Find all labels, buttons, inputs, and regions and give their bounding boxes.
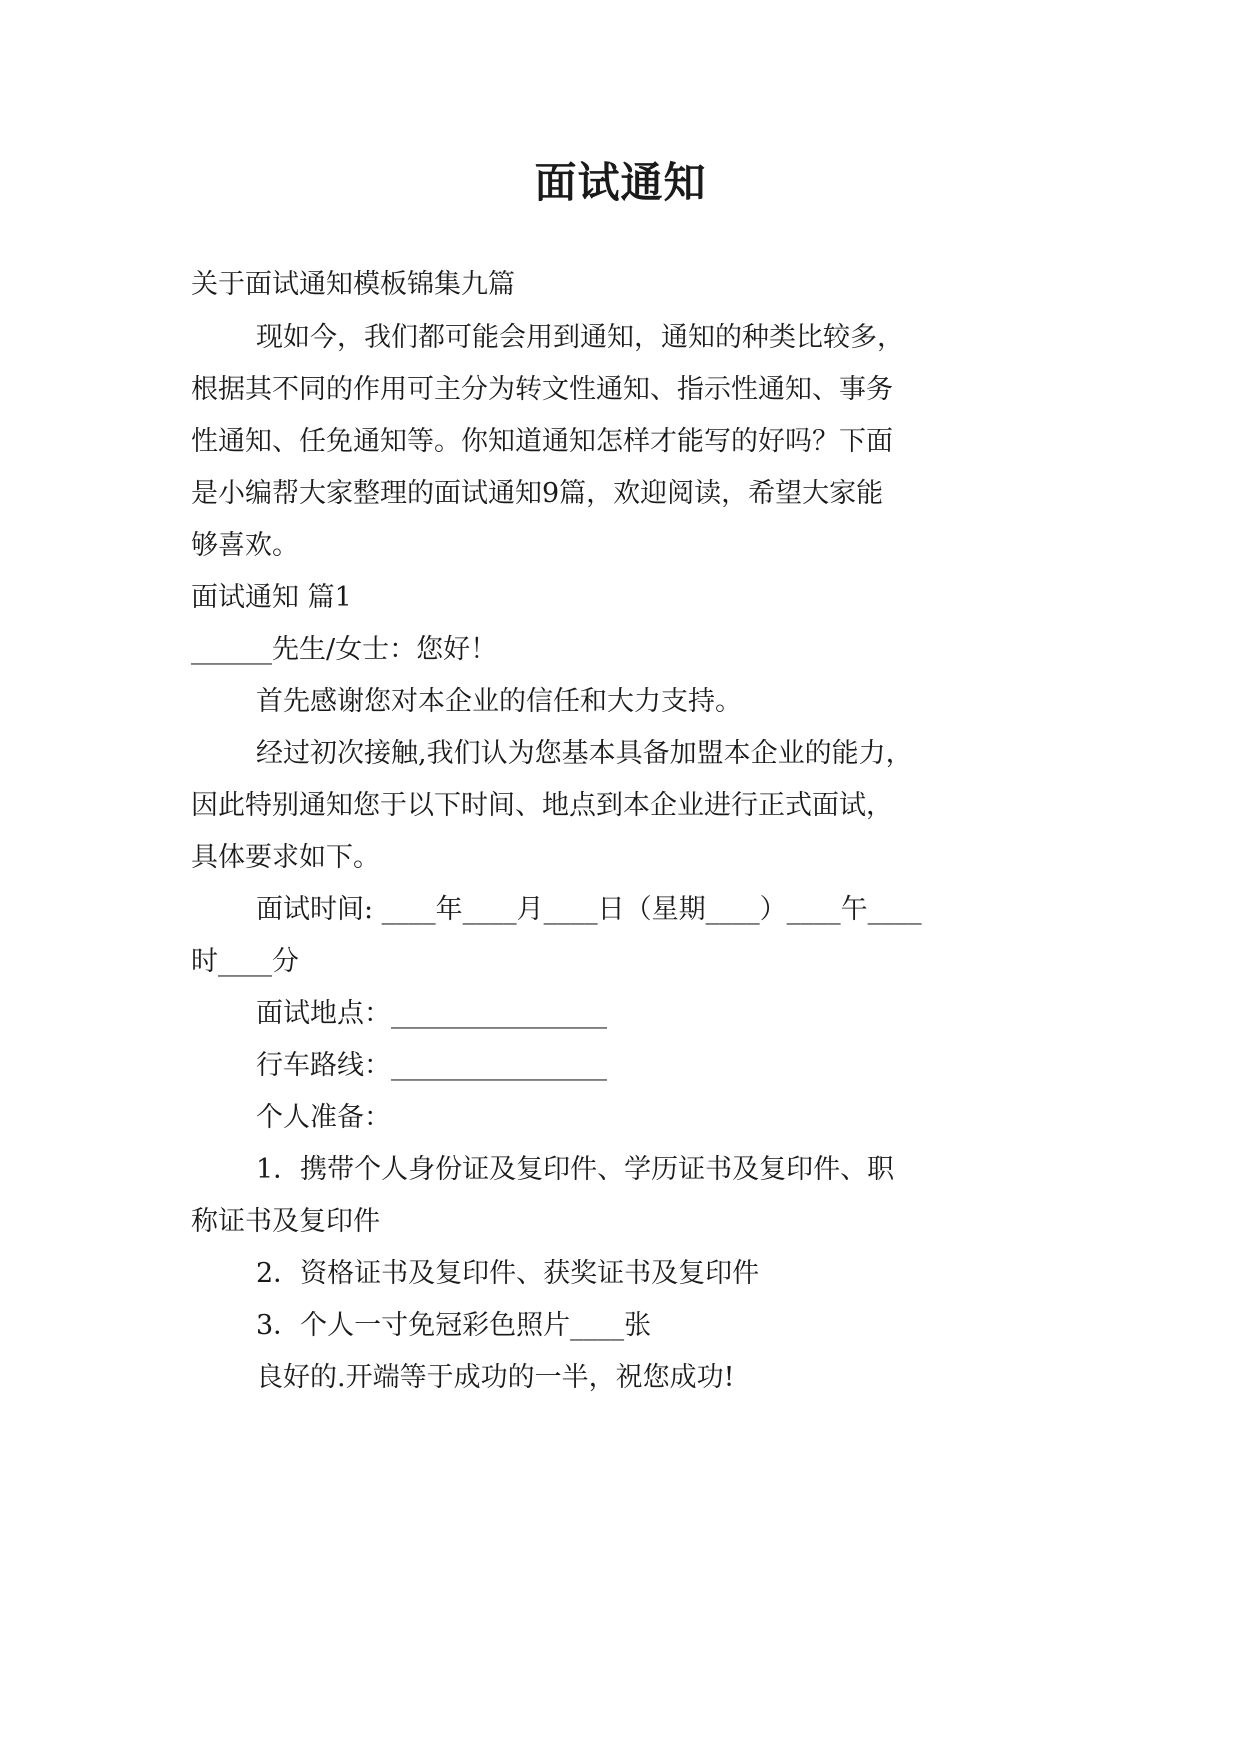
prep-item: 称证书及复印件	[191, 1206, 380, 1237]
document-subtitle: 关于面试通知模板锦集九篇	[191, 269, 515, 300]
intro-line: 现如今，我们都可能会用到通知，通知的种类比较多，	[256, 322, 904, 353]
intro-line: 够喜欢。	[191, 530, 299, 561]
salutation: ______先生/女士：您好！	[191, 634, 498, 665]
prep-item: 2．资格证书及复印件、获奖证书及复印件	[256, 1258, 760, 1289]
closing-line: 良好的.开端等于成功的一半，祝您成功!	[256, 1362, 735, 1393]
thanks-paragraph: 首先感谢您对本企业的信任和大力支持。	[256, 686, 742, 717]
prep-item: 3．个人一寸免冠彩色照片____张	[256, 1310, 652, 1341]
interview-place: 面试地点：________________	[256, 998, 607, 1029]
intro-line: 性通知、任免通知等。你知道通知怎样才能写的好吗？下面	[191, 426, 893, 457]
intro-line: 是小编帮大家整理的面试通知9篇，欢迎阅读，希望大家能	[191, 478, 884, 509]
prep-heading: 个人准备：	[256, 1102, 391, 1133]
body-line: 经过初次接触,我们认为您基本具备加盟本企业的能力，	[256, 738, 913, 769]
prep-item: 1．携带个人身份证及复印件、学历证书及复印件、职	[256, 1154, 895, 1185]
interview-time-line: 面试时间: ____年____月____日（星期____）____午____	[256, 894, 922, 925]
section-heading: 面试通知 篇1	[191, 582, 352, 613]
route: 行车路线：________________	[256, 1050, 607, 1081]
interview-time-line: 时____分	[191, 946, 299, 977]
body-line: 因此特别通知您于以下时间、地点到本企业进行正式面试，	[191, 790, 893, 821]
intro-line: 根据其不同的作用可主分为转文性通知、指示性通知、事务	[191, 374, 893, 405]
body-line: 具体要求如下。	[191, 842, 380, 873]
document-title: 面试通知	[534, 158, 707, 207]
